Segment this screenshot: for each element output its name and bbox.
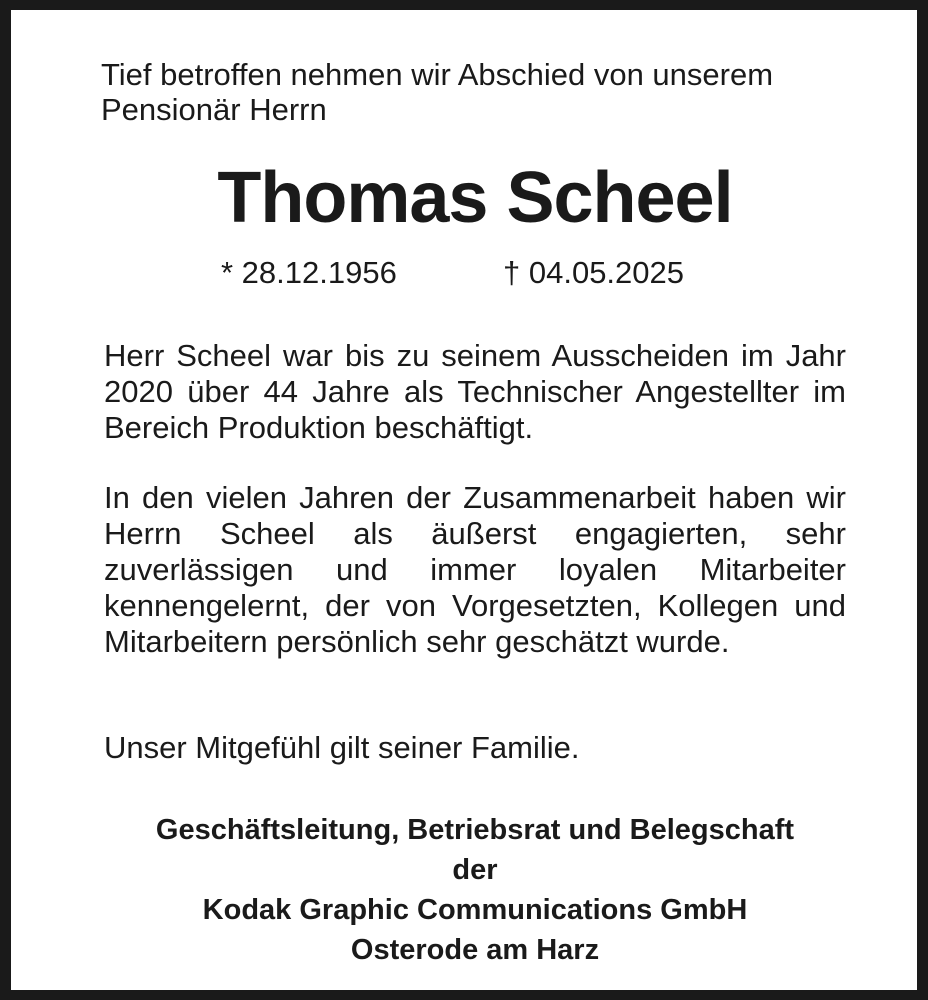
career-paragraph: Herr Scheel war bis zu seinem Ausscheiden im Jahr 2020 über 44 Jahre als Technischer Angestellter im Bereich Produktion beschäftigt. <box>104 338 846 445</box>
signature-line-2: der <box>452 854 498 886</box>
intro-line-2: Pensionär Herrn <box>101 92 327 127</box>
signature-block <box>11 810 928 970</box>
condolence-paragraph: Unser Mitgefühl gilt seiner Familie. <box>104 730 580 765</box>
signature-line-1: Geschäftsleitung, Betriebsrat und Belegschaft <box>155 814 795 846</box>
birth-date: * 28.12.1956 <box>221 255 397 290</box>
death-date: † 04.05.2025 <box>503 255 685 290</box>
signature-line-4: Osterode am Harz <box>350 934 600 966</box>
tribute-paragraph: In den vielen Jahren der Zusammenarbeit haben wir Herrn Scheel als äußerst engagierten, sehr zuverlässigen und immer loyalen Mitarbeiter kennengelernt, der von Vorgesetzten, Kollegen und Mitarbeitern persönlich sehr geschätzt wurde. <box>104 480 846 659</box>
deceased-name: Thomas Scheel <box>217 158 733 238</box>
intro-line-1: Tief betroffen nehmen wir Abschied von unserem <box>101 57 774 92</box>
signature-line-3: Kodak Graphic Communications GmbH <box>202 894 748 926</box>
intro-text <box>101 57 861 127</box>
